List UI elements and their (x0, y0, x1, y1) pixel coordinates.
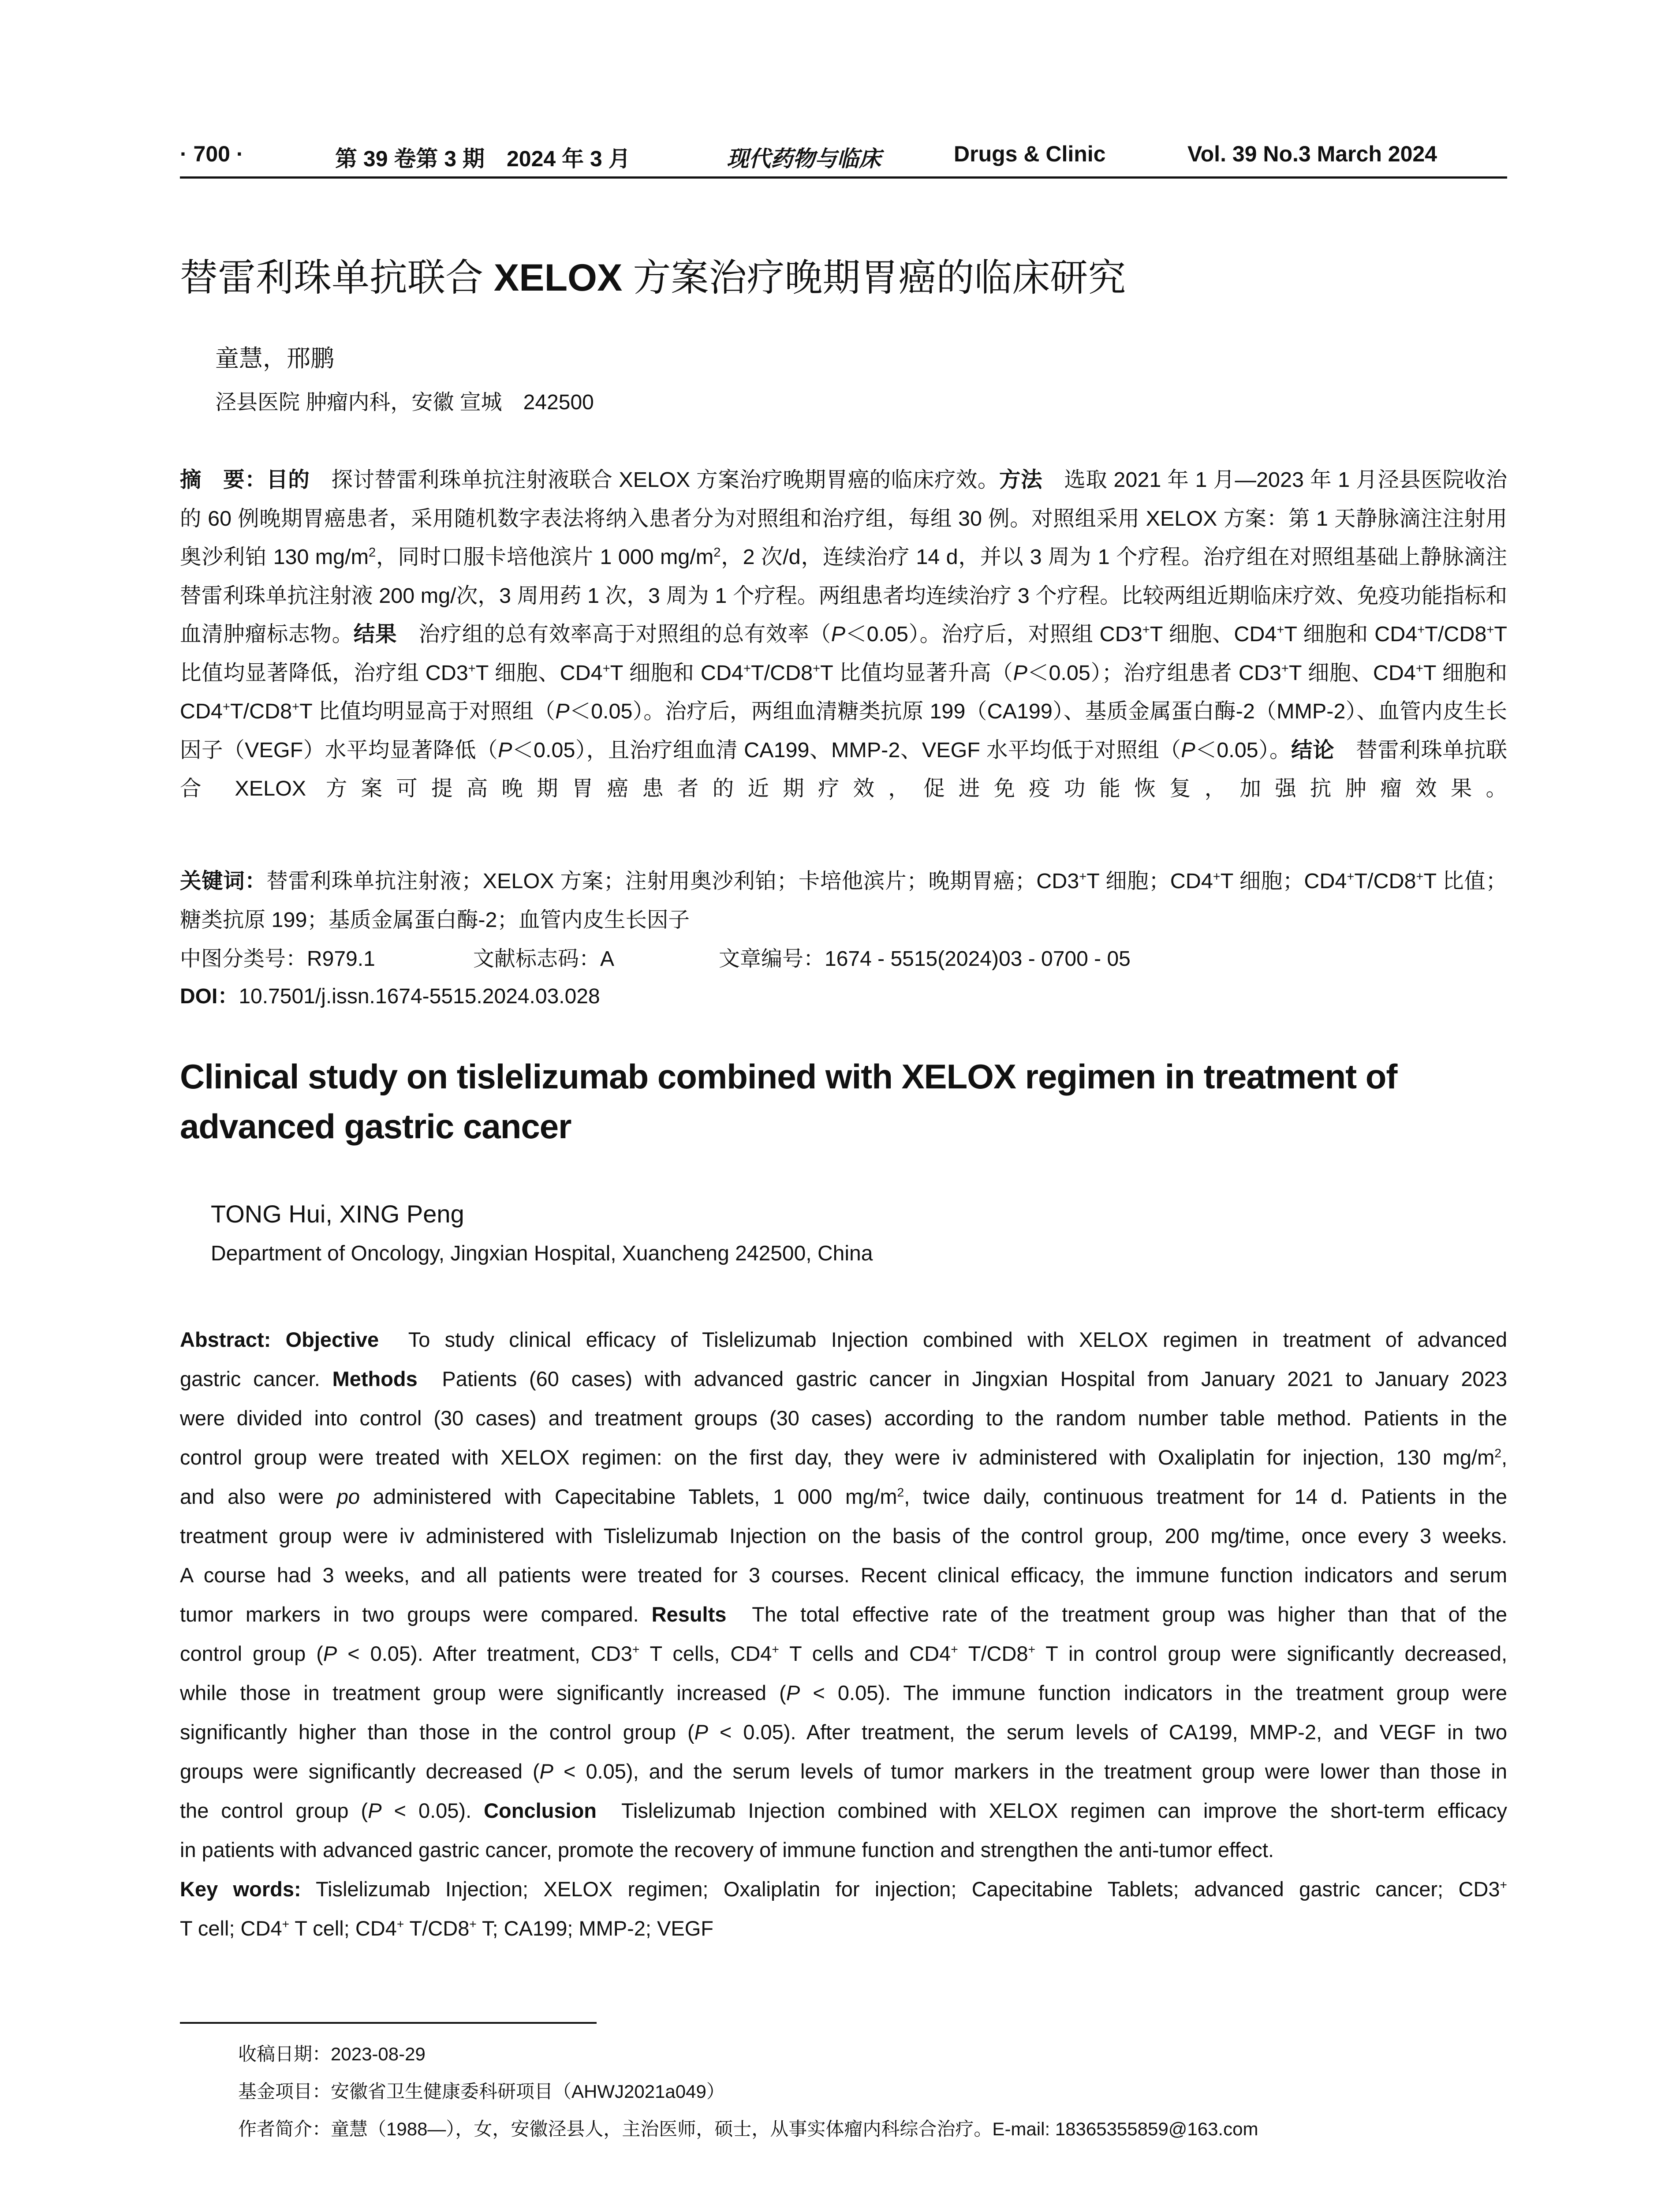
results-text: T/CD8 (1425, 622, 1487, 646)
abstract-text: while those in treatment group were significantly increased ( (180, 1681, 786, 1704)
issue-en: Vol. 39 No.3 March 2024 (1187, 142, 1437, 166)
objective-text: 探讨替雷利珠单抗注射液联合 XELOX 方案治疗晚期胃癌的临床疗效。 (310, 468, 1000, 492)
clc-number: 中图分类号：R979.1 (180, 947, 375, 971)
keywords-en-text: T/CD8 (404, 1917, 470, 1940)
abstract-text: Patients (60 cases) with advanced gastric cancer in Jingxian Hospital from January 2021 to January 2023 (442, 1367, 1507, 1390)
abstract-text: < 0.05). The immune function indicators in the treatment group were (800, 1681, 1507, 1704)
abstract-line (180, 1359, 1507, 1398)
abstract-line (180, 1752, 1507, 1791)
abstract-text: T in control group were significantly decreased, (1035, 1642, 1507, 1665)
abstract-line: in patients with advanced gastric cancer, promote the recovery of immune function and strengthen the anti-tumor effect. (180, 1838, 1274, 1861)
title-cn-part: 替雷利珠单抗联合 (180, 257, 494, 299)
title-cn-part: XELOX (493, 257, 623, 299)
superscript: + (396, 1917, 404, 1931)
abstract-text: T cells, CD4 (639, 1642, 772, 1665)
methods-text: 选取 2021 年 1 月—2023 年 1 月泾县医院收治的 60 例晚期胃癌患者，采用随机数字表法将纳入患者分为对照组和治疗组，每组 30 例。对照组采用 XELOX 方案：第 1 天静脉滴注注射用奥沙利铂 130 mg/m (180, 468, 1507, 569)
superscript: 2 (1494, 1446, 1501, 1460)
affiliation-cn: 泾县医院 肿瘤内科，安徽 宣城 242500 (215, 391, 594, 414)
abstract-line (180, 1595, 1507, 1634)
abstract-text: T/CD8 (958, 1642, 1028, 1665)
abstract-text: , twice daily, continuous treatment for 14 d. Patients in the (904, 1485, 1508, 1508)
keywords-text: 替雷利珠单抗注射液；XELOX 方案；注射用奥沙利铂；卡培他滨片；晚期胃癌；CD3 (266, 869, 1079, 893)
article-title-cn (180, 247, 1126, 302)
keywords-en-label: Key words: (180, 1877, 301, 1901)
conclusion-text: 替雷利珠单抗联合 XELOX 方案可提高晚期胃癌患者的近期疗效，促进免疫功能恢复，加强抗肿瘤效果。 (180, 738, 1507, 800)
authors-en: TONG Hui, XING Peng (211, 1200, 464, 1228)
keywords-en-text: T cell; CD4 (289, 1917, 397, 1940)
p-symbol: P (323, 1642, 337, 1665)
results-text: T 细胞、CD4 (1288, 661, 1416, 685)
keywords-en-line (180, 1909, 1507, 1948)
abstract-line (180, 1791, 1507, 1830)
abstract-text: , (1501, 1446, 1507, 1469)
superscript: + (1500, 1877, 1507, 1892)
results-label-en: Results (651, 1603, 727, 1626)
abstract-text: po (336, 1485, 360, 1508)
abstract-line (180, 1320, 1507, 1359)
results-text: ＜0.05）。治疗后，两组血清糖类抗原 199（CA199）、基质金属蛋白酶-2（MMP-2）、血管内皮生长因子（VEGF）水平均显著降低（ (180, 699, 1507, 762)
conclusion-label: 结论 (1291, 738, 1335, 762)
abstract-text: significantly higher than those in the control group ( (180, 1720, 694, 1744)
abstract-line: treatment group were iv administered with Tislelizumab Injection on the basis of the control group, 200 mg/time, once every 3 weeks. (180, 1524, 1507, 1547)
abstract-text: < 0.05). (381, 1799, 484, 1822)
superscript: + (1028, 1642, 1036, 1656)
results-text: T 细胞和 CD4 (610, 661, 743, 685)
keywords-en-text: T cell; CD4 (180, 1917, 282, 1940)
document-code: 文献标志码：A (473, 947, 615, 971)
results-text: 治疗组的总有效率高于对照组的总有效率（ (397, 622, 831, 646)
abstract-text: the control group ( (180, 1799, 368, 1822)
running-header (180, 141, 1507, 176)
abstract-line (180, 1673, 1507, 1712)
results-text: ＜0.05）。 (1195, 738, 1292, 762)
journal-name-cn: 现代药物与临床 (727, 146, 881, 172)
abstract-text: control group were treated with XELOX regimen: on the first day, they were iv administered with Oxaliplatin for injection, 130 mg/m (180, 1446, 1495, 1469)
journal-name-en: Drugs & Clinic (954, 142, 1106, 166)
superscript: 2 (897, 1485, 904, 1499)
abstract-text: control group ( (180, 1642, 323, 1665)
abstract-line: were divided into control (30 cases) and treatment groups (30 cases) according to the random number table method. Patients in the (180, 1406, 1507, 1430)
results-text: T 细胞、CD4 (1150, 622, 1277, 646)
abstract-line (180, 1712, 1507, 1752)
abstract-text: < 0.05), and the serum levels of tumor markers in the treatment group were lower than those in (553, 1760, 1507, 1783)
results-text: ＜0.05）。治疗后，对照组 CD3 (845, 622, 1142, 646)
abstract-line (180, 1477, 1507, 1516)
results-text: T/CD8 (750, 661, 813, 685)
classification-line (180, 942, 1131, 972)
results-text: T 比值均显著升高（ (820, 661, 1013, 685)
keywords-text: T 细胞；CD4 (1220, 869, 1347, 893)
abstract-text: T cells and CD4 (779, 1642, 951, 1665)
footnote-author: 作者简介：童慧（1988—），女，安徽泾县人，主治医师，硕士，从事实体瘤内科综合治疗。E-mail: 18365355859@163.com (238, 2119, 1258, 2139)
results-text: T/CD8 (230, 699, 292, 723)
authors-cn: 童慧，邢鹏 (215, 344, 334, 372)
superscript: + (951, 1642, 958, 1656)
objective-label: 目的 (266, 468, 310, 492)
methods-text: ，2 次/d，连续治疗 14 d，并以 3 周为 1 个疗程。治疗组在对照组基础上静脉滴注替雷利珠单抗注射液 200 mg/次，3 周用药 1 次，3 周为 1 个疗程。两组患者均连续治疗 3 个疗程。比较两组近期临床疗效、免疫功能指标和血清肿瘤标志物。 (180, 545, 1507, 646)
doi-value[interactable]: 10.7501/j.issn.1674-5515.2024.03.028 (239, 985, 600, 1008)
doi-label: DOI： (180, 985, 239, 1008)
footnote-fund: 基金项目：安徽省卫生健康委科研项目（AHWJ2021a049） (238, 2081, 725, 2102)
footnote-received: 收稿日期：2023-08-29 (238, 2044, 426, 2064)
abstract-text: administered with Capecitabine Tablets, 1 000 mg/m (360, 1485, 897, 1508)
abstract-text: Tislelizumab Injection combined with XELOX regimen can improve the short-term efficacy (621, 1799, 1507, 1822)
keywords-text: T/CD8 (1354, 869, 1416, 893)
results-text: T 细胞、CD4 (475, 661, 603, 685)
keywords-text: T 比值；糖类抗原 199；基质金属蛋白酶-2；血管内皮生长因子 (180, 869, 1507, 932)
results-text: T 比值均明显高于对照组（ (299, 699, 556, 723)
p-symbol: P (786, 1681, 800, 1704)
abstract-en (180, 1320, 1507, 1948)
affiliation-en: Department of Oncology, Jingxian Hospital, Xuancheng 242500, China (211, 1242, 873, 1265)
abstract-text: groups were significantly decreased ( (180, 1760, 540, 1783)
abstract-text: gastric cancer. (180, 1367, 332, 1390)
keywords-en-line (180, 1869, 1507, 1909)
results-label: 结果 (353, 622, 397, 646)
abstract-text: < 0.05). After treatment, CD3 (337, 1642, 632, 1665)
title-cn-part: 方案治疗晚期胃癌的临床研究 (622, 257, 1126, 299)
abstract-line (180, 1438, 1507, 1477)
conclusion-label-en: Conclusion (484, 1799, 597, 1822)
abstract-text: tumor markers in two groups were compared. (180, 1603, 652, 1626)
abstract-objective-label: Abstract: Objective (180, 1328, 379, 1351)
abstract-text: < 0.05). After treatment, the serum levels of CA199, MMP-2, and VEGF in two (708, 1720, 1507, 1744)
results-text: T 细胞和 CD4 (1284, 622, 1418, 646)
abstract-text: and also were (180, 1485, 337, 1508)
article-number: 文章编号：1674 - 5515(2024)03 - 0700 - 05 (719, 947, 1131, 971)
keywords-cn: 关键词：替雷利珠单抗注射液；XELOX 方案；注射用奥沙利铂；卡培他滨片；晚期胃癌；CD3+T 细胞；CD4+T 细胞；CD4+T/CD8+T 比值；糖类抗原 199；基质金属蛋白酶-2；血管内皮生长因子 (180, 869, 1507, 932)
p-symbol: P (539, 1760, 553, 1783)
methods-text: ，同时口服卡培他滨片 1 000 mg/m (376, 545, 714, 569)
p-symbol: P (694, 1720, 708, 1744)
keywords-text: T 细胞；CD4 (1086, 869, 1213, 893)
results-text: T 比值均显著降低，治疗组 CD3 (180, 622, 1507, 685)
footnote-rule (180, 2022, 597, 2024)
methods-label: 方法 (999, 468, 1043, 492)
abstract-line: A course had 3 weeks, and all patients were treated for 3 courses. Recent clinical efficacy, the immune function indicators and serum (180, 1563, 1507, 1587)
superscript: + (469, 1917, 477, 1931)
keywords-en-text: T; CA199; MMP-2; VEGF (476, 1917, 713, 1940)
results-text: T 细胞和 CD4 (180, 661, 1507, 723)
abstract-text: The total effective rate of the treatment group was higher than that of the (752, 1603, 1507, 1626)
p-symbol: P (368, 1799, 382, 1822)
issue-cn: 第 39 卷第 3 期 2024 年 3 月 (335, 146, 631, 171)
abstract-cn: 摘 要：目的 探讨替雷利珠单抗注射液联合 XELOX 方案治疗晚期胃癌的临床疗效。方法 选取 2021 年 1 月—2023 年 1 月泾县医院收治的 60 例晚期胃癌患者，采用随机数字表法将纳入患者分为对照组和治疗组，每组 30 例。对照组采用 XELOX 方案：第 1 天静脉滴注注射用奥沙利铂 130 $mg/m^2$，同时口服卡培他滨片 1 000 $mg/m^2$，2 次/d，连续治疗 14 d，并以 3 周为 1 个疗程。治疗组在对照组基础上静脉滴注替雷利珠单抗注射液 200 mg/次，3 周用药 1 次，3 周为 1 个疗程。两组患者均连续治疗 3 个疗程。比较两组近期临床疗效、免疫功能指标和血清肿瘤标志物。结果 治疗组的总有效率高于对照组的总有效率（P＜0.05）。治疗后，对照组 CD3+T 细胞、CD4+T 细胞和 CD4+T/CD8+T 比值均显著降低，治疗组 CD3+T 细胞、CD4+T 细胞和 CD4+T/CD8+T 比值均显著升高（P＜0.05）；治疗组患者 CD3+T 细胞、CD4+T 细胞和 CD4+T/CD8+T 比值均明显高于对照组（P＜0.05）。治疗后，两组血清糖类抗原 199（CA199）、基质金属蛋白酶-2（MMP-2）、血管内皮生长因子（VEGF）水平均显著降低（P＜0.05），且治疗组血清 CA199、MMP-2、VEGF 水平均低于对照组（P＜0.05）。结论 替雷利珠单抗联合 XELOX 方案可提高晚期胃癌患者的近期疗效，促进免疫功能恢复，加强抗肿瘤效果。 (180, 468, 1507, 800)
article-title-en: Clinical study on tislelizumab combined with XELOX regimen in treatment of advanced gastric cancer (180, 1057, 1397, 1146)
methods-label-en: Methods (332, 1367, 418, 1390)
superscript: + (772, 1642, 779, 1656)
superscript: + (282, 1917, 290, 1931)
keywords-label: 关键词： (180, 869, 267, 893)
superscript: + (632, 1642, 640, 1656)
header-rule (180, 176, 1507, 179)
abstract-line (180, 1634, 1507, 1673)
abstract-label: 摘 要： (180, 468, 267, 492)
abstract-text: To study clinical efficacy of Tislelizumab Injection combined with XELOX regimen in treatment of advanced (408, 1328, 1508, 1351)
results-text: ＜0.05），且治疗组血清 CA199、MMP-2、VEGF 水平均低于对照组（ (512, 738, 1181, 762)
doi-line (180, 979, 600, 1009)
keywords-en-text: Tislelizumab Injection; XELOX regimen; Oxaliplatin for injection; Capecitabine Tablets; advanced gastric cancer; CD3 (301, 1877, 1500, 1901)
results-text: ＜0.05）；治疗组患者 CD3 (1027, 661, 1281, 685)
page-number: · 700 · (180, 142, 244, 166)
